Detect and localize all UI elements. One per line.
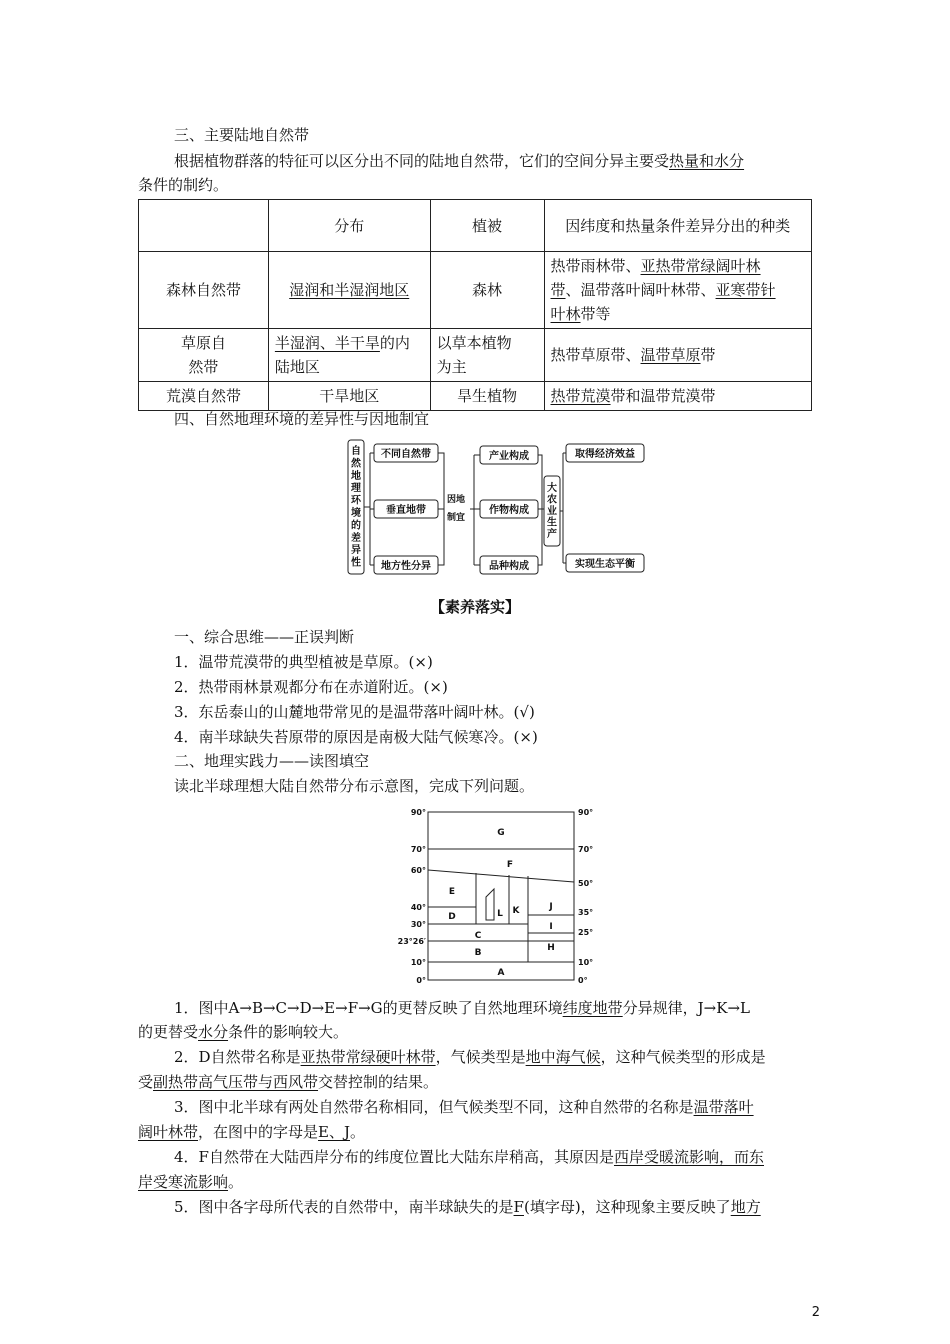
natural-zone-diagram bbox=[380, 800, 610, 990]
section3-paragraph-line1: 根据植物群落的特征可以区分出不同的陆地自然带，它们的空间分异主要受热量和水分 bbox=[174, 152, 745, 170]
vegetation-cell: 以草本植物为主 bbox=[430, 329, 544, 382]
left-tick-label: 70° bbox=[410, 845, 426, 854]
section4-heading: 四、自然地理环境的差异性与因地制宜 bbox=[174, 410, 430, 428]
left-tick-label: 23°26′ bbox=[397, 937, 426, 946]
distribution-cell: 半湿润、半干旱的内陆地区 bbox=[268, 329, 430, 382]
right-tick-label: 25° bbox=[578, 928, 594, 937]
left-tick-label: 60° bbox=[410, 866, 426, 875]
types-cell: 热带雨林带、亚热带常绿阔叶林 带、温带落叶阔叶林带、亚寒带针 叶林带等 bbox=[544, 252, 811, 329]
judge-item: 3．东岳泰山的山麓地带常见的是温带落叶阔叶林。(√) bbox=[174, 703, 535, 721]
right-tick-label: 0° bbox=[578, 976, 588, 985]
judge-item: 2．热带雨林景观都分布在赤道附近。(×) bbox=[174, 678, 448, 696]
concept-aspect-label: 品种构成 bbox=[489, 561, 529, 572]
right-tick-label: 10° bbox=[578, 958, 594, 967]
zone-letter: E bbox=[448, 887, 456, 897]
natural-zones-table bbox=[138, 199, 812, 411]
question-2-line2: 受副热带高气压带与西风带交替控制的结果。 bbox=[138, 1073, 439, 1091]
types-cell: 热带草原带、温带草原带 bbox=[544, 329, 811, 382]
page-number: 2 bbox=[811, 1305, 820, 1320]
concept-left-title: 自然地理环境的差异性 bbox=[351, 446, 361, 569]
concept-right-title: 大农业生产 bbox=[547, 483, 557, 540]
concept-center-label: 制宜 bbox=[446, 513, 466, 523]
zone-name-cell: 森林自然带 bbox=[139, 252, 269, 329]
distribution-cell: 干旱地区 bbox=[268, 382, 430, 411]
question-1-line2: 的更替受水分条件的影响较大。 bbox=[138, 1023, 349, 1041]
question-4-line1: 4．F自然带在大陆西岸分布的纬度位置比大陆东岸稍高，其原因是西岸受暖流影响，而东 bbox=[174, 1148, 764, 1166]
zone-letter: D bbox=[448, 912, 456, 922]
section3-paragraph-line2: 条件的制约。 bbox=[138, 176, 229, 194]
zone-letter: G bbox=[497, 828, 505, 838]
table-header-cell: 分布 bbox=[268, 200, 430, 252]
question-3-line1: 3．图中北半球有两处自然带名称相同，但气候类型不同，这种自然带的名称是温带落叶 bbox=[174, 1098, 754, 1116]
right-tick-label: 50° bbox=[578, 879, 594, 888]
zone-letter: C bbox=[474, 931, 482, 941]
zone-letter: L bbox=[497, 909, 503, 919]
table-header-row bbox=[139, 200, 812, 252]
zone-name-cell: 草原自然带 bbox=[139, 329, 269, 382]
left-tick-label: 10° bbox=[410, 958, 426, 967]
table-header-cell: 因纬度和热量条件差异分出的种类 bbox=[544, 200, 811, 252]
zone-name-cell: 荒漠自然带 bbox=[139, 382, 269, 411]
zone-letter: A bbox=[497, 968, 505, 978]
zone-letter: J bbox=[549, 902, 553, 912]
suyang-heading: 【素养落实】 bbox=[429, 598, 520, 616]
table-row bbox=[139, 252, 812, 329]
question-4-line2: 岸受寒流影响。 bbox=[138, 1173, 244, 1191]
practice-heading: 二、地理实践力——读图填空 bbox=[174, 752, 370, 770]
types-cell: 热带荒漠带和温带荒漠带 bbox=[544, 382, 811, 411]
zone-letter: B bbox=[474, 948, 482, 958]
zone-letter: H bbox=[547, 943, 555, 953]
zone-letter: I bbox=[549, 922, 553, 932]
table-header-cell bbox=[139, 200, 269, 252]
judge-heading: 一、综合思维——正误判断 bbox=[174, 628, 355, 646]
right-tick-label: 35° bbox=[578, 908, 594, 917]
vegetation-cell: 旱生植物 bbox=[430, 382, 544, 411]
practice-intro: 读北半球理想大陆自然带分布示意图，完成下列问题。 bbox=[174, 777, 535, 795]
zone-letter: F bbox=[506, 860, 514, 870]
table-row bbox=[139, 382, 812, 411]
question-3-line2: 阔叶林带，在图中的字母是E、J。 bbox=[138, 1123, 366, 1141]
vegetation-cell: 森林 bbox=[430, 252, 544, 329]
concept-result-label: 取得经济效益 bbox=[575, 449, 635, 460]
concept-cause-label: 地方性分异 bbox=[381, 561, 431, 572]
concept-cause-label: 垂直地带 bbox=[386, 505, 426, 516]
concept-aspect-label: 作物构成 bbox=[489, 505, 529, 516]
distribution-cell: 湿润和半湿润地区 bbox=[268, 252, 430, 329]
table-header-cell: 植被 bbox=[430, 200, 544, 252]
table-row bbox=[139, 329, 812, 382]
concept-cause-label: 不同自然带 bbox=[381, 449, 431, 460]
concept-map-diagram bbox=[344, 436, 650, 578]
judge-item: 1．温带荒漠带的典型植被是草原。(×) bbox=[174, 653, 433, 671]
right-tick-label: 70° bbox=[578, 845, 594, 854]
right-tick-label: 90° bbox=[578, 808, 594, 817]
left-tick-label: 90° bbox=[410, 808, 426, 817]
zone-letter: K bbox=[512, 906, 520, 916]
concept-result-label: 实现生态平衡 bbox=[575, 559, 635, 570]
left-tick-label: 0° bbox=[416, 976, 426, 985]
question-1-line1: 1．图中A→B→C→D→E→F→G的更替反映了自然地理环境纬度地带分异规律，J→K→L bbox=[174, 999, 750, 1017]
question-2-line1: 2．D自然带名称是亚热带常绿硬叶林带，气候类型是地中海气候，这种气候类型的形成是 bbox=[174, 1048, 766, 1066]
left-tick-label: 30° bbox=[410, 920, 426, 929]
question-5-line1: 5．图中各字母所代表的自然带中，南半球缺失的是F(填字母)，这种现象主要反映了地方 bbox=[174, 1198, 761, 1216]
concept-center-label: 因地 bbox=[446, 495, 466, 505]
section3-heading: 三、主要陆地自然带 bbox=[174, 126, 310, 144]
left-tick-label: 40° bbox=[410, 903, 426, 912]
concept-aspect-label: 产业构成 bbox=[489, 451, 529, 462]
judge-item: 4．南半球缺失苔原带的原因是南极大陆气候寒冷。(×) bbox=[174, 728, 538, 746]
